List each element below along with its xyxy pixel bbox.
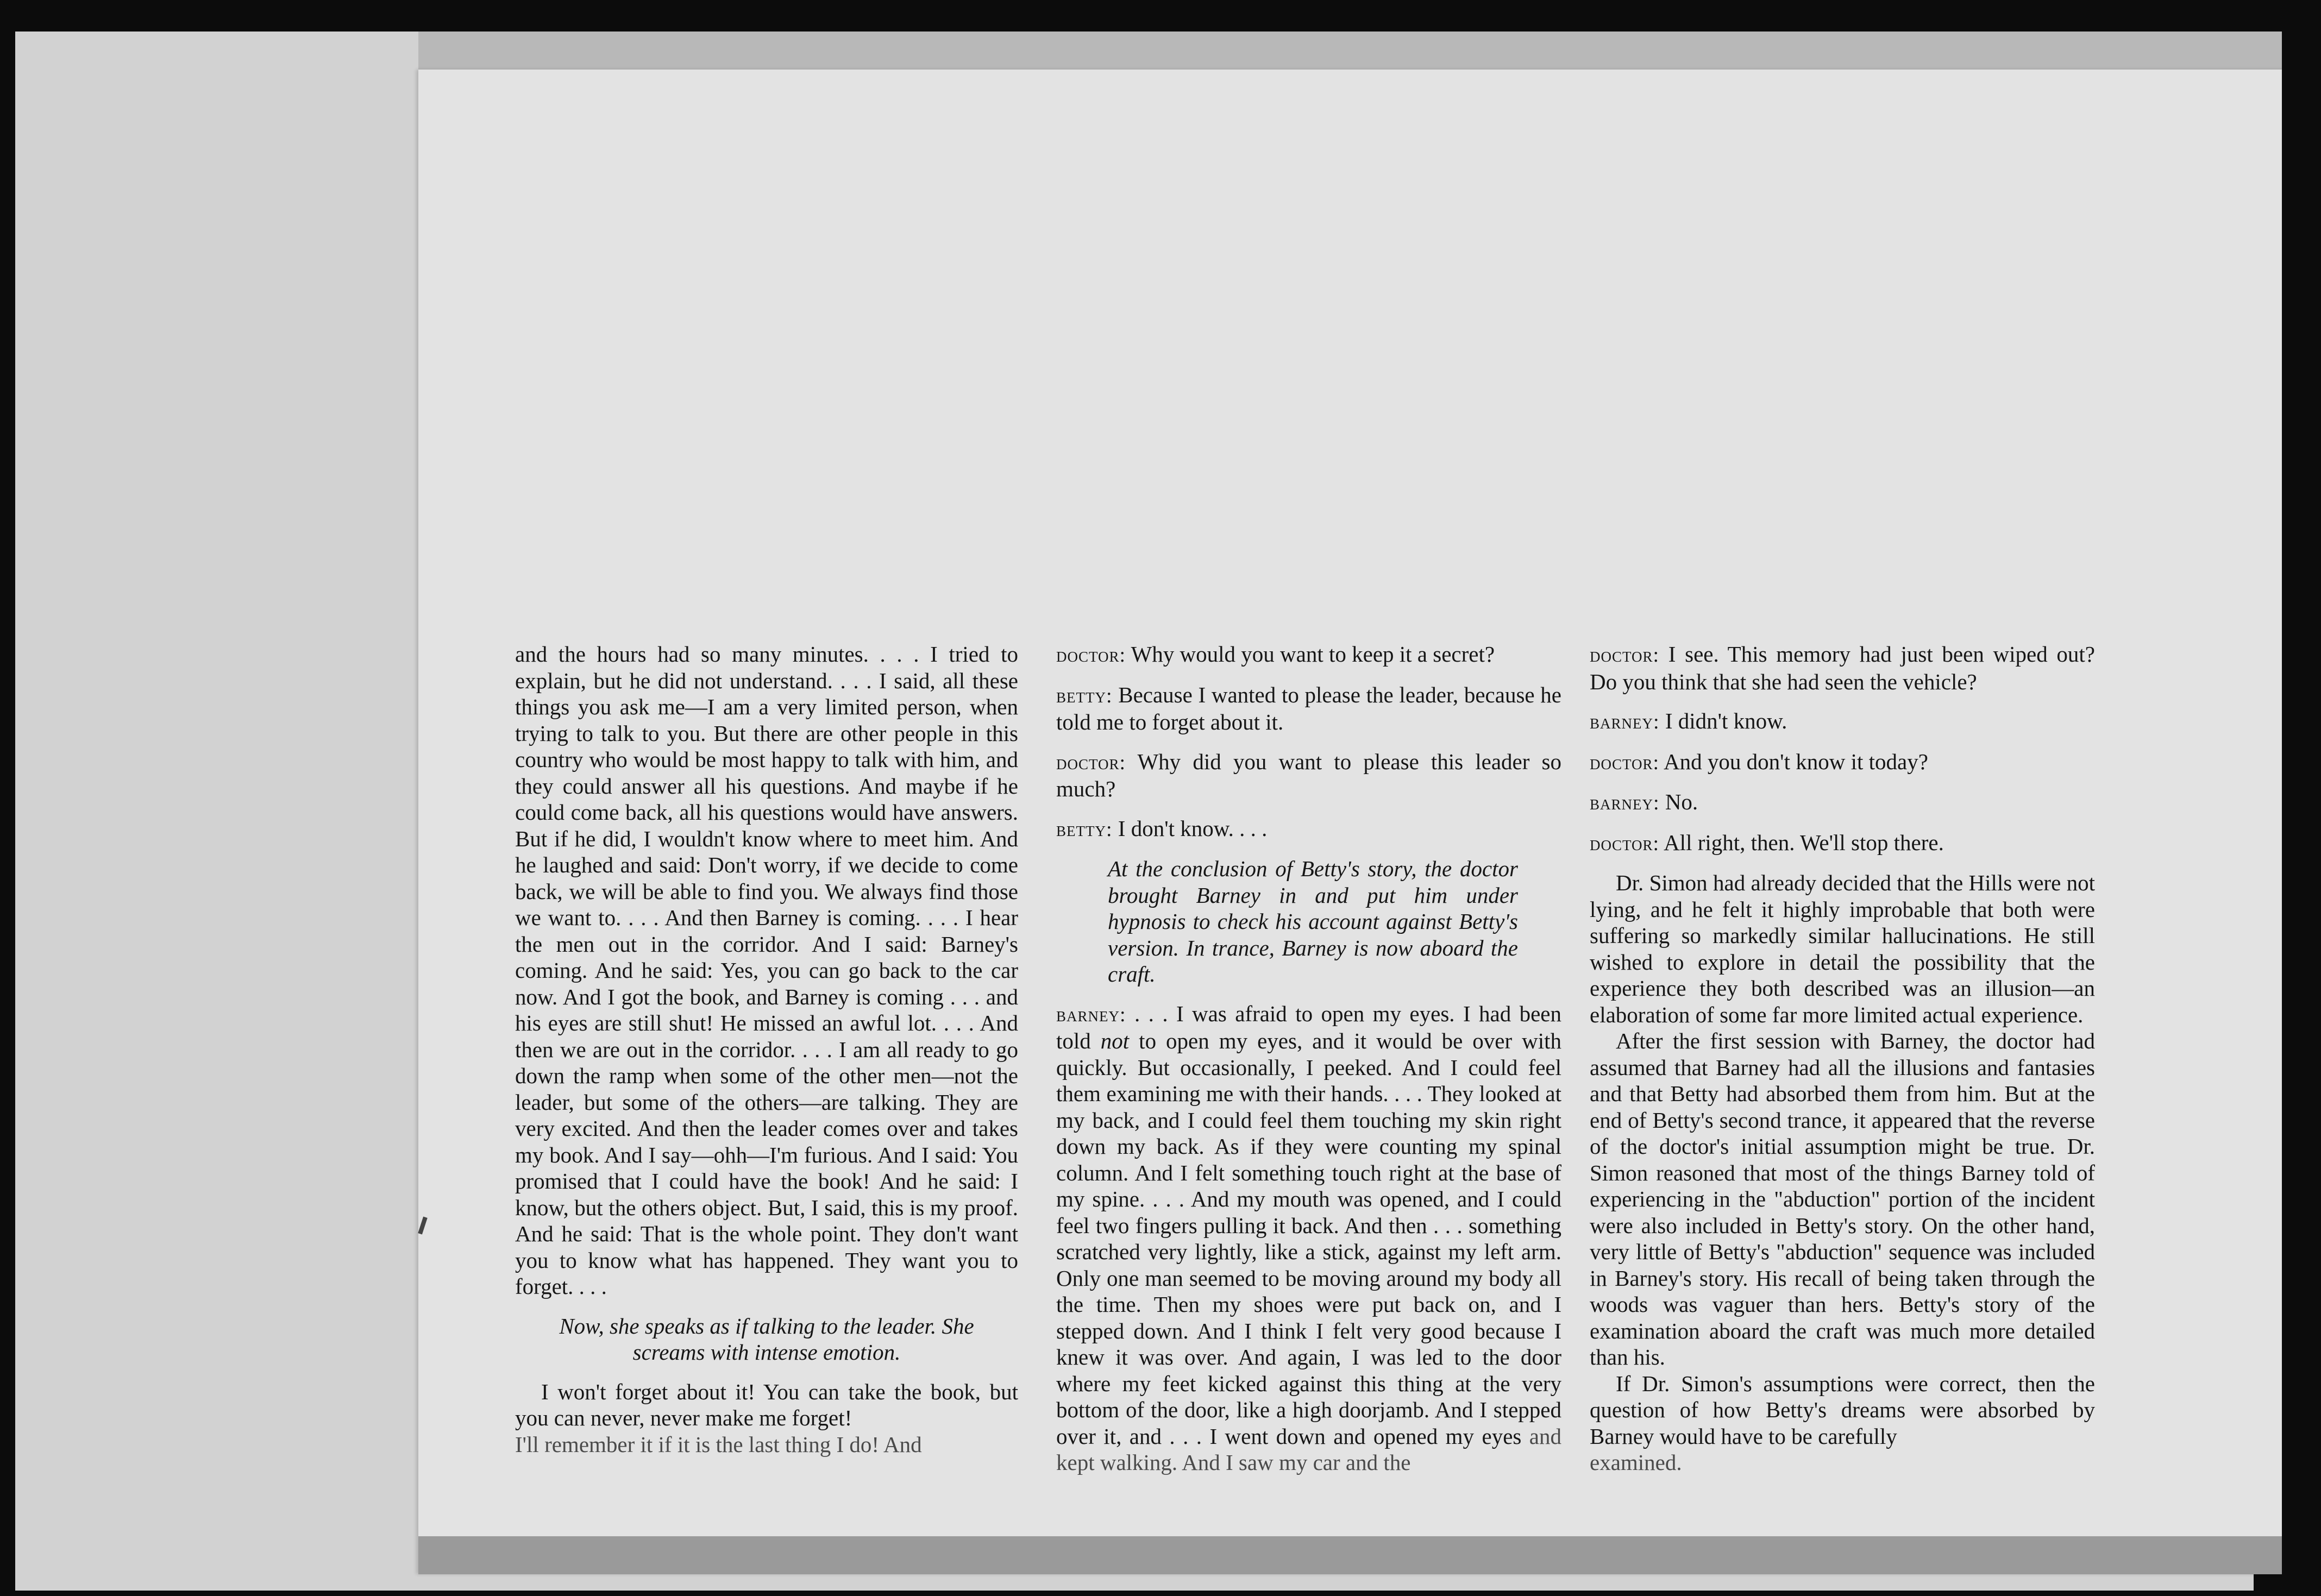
text-column-middle [1056,641,1561,1536]
stage-direction: At the conclusion of Betty's story, the doctor brought Barney in and put him under hypnosis to check his account against Betty's version. In trance, Barney is now aboard the craft. [1108,856,1518,986]
dialogue-line [1056,815,1561,843]
cut-off-line: and kept walking. And I saw my car and the [1056,1423,1561,1475]
dialogue-text: Why did you want to please this leader so much? [1056,749,1561,801]
dialogue-line [1056,1001,1561,1476]
stage-direction: Now, she speaks as if talking to the leader. She screams with intense emotion. [559,1313,974,1365]
text-column-right [1590,641,2095,1536]
speaker-label: doctor: [1590,832,1660,855]
dialogue-text: I don't know. . . . [1118,815,1268,841]
narrative-paragraph: I won't forget about it! You can take the book, but you can never, never make me forget! [515,1379,1018,1430]
speaker-label: doctor: [1056,751,1126,774]
dialogue-line [1590,708,2095,736]
dialogue-text: Because I wanted to please the leader, because he told me to forget about it. [1056,682,1561,734]
narrative-paragraph: After the first session with Barney, the doctor had assumed that Barney had all the illusions and fantasies and that Betty had absorbed them from him. But at the end of Betty's second trance, it appeared that the reverse of the doctor's initial assumption might be true. Dr. Simon reasoned that most of the things Barney told of experiencing in the "abduction" portion of the incident were also included in Betty's story. On the other hand, very little of Betty's "abduction" sequence was included in Barney's story. His recall of being taken through the woods was vaguer than hers. Betty's story of the examination aboard the craft was much more detailed than his. [1590,1028,2095,1369]
scan-border [2282,16,2321,1596]
narrative-paragraph: and the hours had so many minutes. . . . I tried to explain, but he did not understand. . . . I said, all these things you ask me—I am a very limited person, when trying to talk to you. But there are other people in this country who would be most happy to talk with him, and they could answer all his questions. And maybe if he could come back, all his questions would have answers. But if he did, I wouldn't know where to meet him. And he laughed and said: Don't worry, if we decide to come back, we will be able to find you. We always find those we want to. . . . And then Barney is coming. . . . I hear the men out in the corridor. And I said: Barney's coming. And he said: Yes, you can go back to the car now. And I got the book, and Barney is coming . . . and his eyes are still shut! He missed an awful lot. . . . And then we are out in the corridor. . . . I am all ready to go down the ramp when some of the other men—not the leader, but some of the others—are talking. They are very excited. And then the leader comes over and takes my book. And I say—ohh—I'm furious. And I said: You promised that I could have the book! And he said: I know, but the others object. But, I said, this is my proof. And he said: That is the whole point. They don't want you to know what has happened. They want you to forget. . . . [515,642,1018,1299]
cut-off-line: examined. [1590,1450,1682,1475]
dialogue-text: to open my eyes, and it would be over with quickly. But occasionally, I peeked. And I could feel them examining me with their hands. . . . They looked at my back, and I could feel them touching my skin right down my back. As if they were counting my spinal column. And I felt something touch right at the base of my spine. . . . And my mouth was opened, and I could feel two fingers pulling it back. And then . . . something scratched very lightly, like a stick, against my left arm. Only one man seemed to be moving around my body all the time. Then my shoes were put back on, and I stepped down. And I think I felt very good because I knew it was over. And again, I was led to the door where my feet kicked against this thing at the very bottom of the door, like a high doorjamb. And I stepped over it, and . . . I went down and opened my eyes [1056,1028,1561,1449]
dialogue-line [1056,641,1561,669]
page-bottom-shadow [418,1536,2293,1574]
speaker-label: doctor: [1056,644,1126,667]
dialogue-text: All right, then. We'll stop there. [1664,830,1944,855]
dialogue-text: I didn't know. [1665,708,1787,733]
dialogue-line [1056,749,1561,802]
dialogue-line [1590,641,2095,695]
narrative-paragraph: If Dr. Simon's assumptions were correct, then the question of how Betty's dreams were absorbed by Barney would have to be carefully [1590,1371,2095,1449]
speaker-label: barney: [1590,791,1660,814]
dialogue-text: No. [1665,789,1698,814]
dialogue-line [1590,789,2095,816]
speaker-label: betty: [1056,818,1113,841]
page-top-shadow [418,32,2293,70]
dialogue-line [1590,830,2095,857]
dialogue-line [1056,682,1561,736]
dialogue-text: . . . I was afraid to open my eyes. I had been told [1056,1001,1561,1053]
dialogue-text: Why would you want to keep it a secret? [1131,642,1495,667]
speaker-label: doctor: [1590,751,1660,774]
dialogue-text: I see. This memory had just been wiped out? Do you think that she had seen the vehicle? [1590,642,2095,694]
speaker-label: betty: [1056,684,1113,707]
dialogue-line [1590,749,2095,776]
dialogue-text: And you don't know it today? [1664,749,1928,774]
speaker-label: doctor: [1590,644,1660,667]
cut-off-line: I'll remember it if it is the last thing I do! And [515,1431,922,1457]
emphasis-text: not [1100,1028,1130,1053]
speaker-label: barney: [1590,711,1660,733]
narrative-paragraph: Dr. Simon had already decided that the Hills were not lying, and he felt it highly improbable that both were suffering so markedly similar hallucinations. He still wished to explore in detail the possibility that the experience they both described was an illusion—an elaboration of some far more limited actual experience. [1590,870,2095,1027]
text-column-left [515,641,1018,1536]
speaker-label: barney: [1056,1003,1126,1026]
